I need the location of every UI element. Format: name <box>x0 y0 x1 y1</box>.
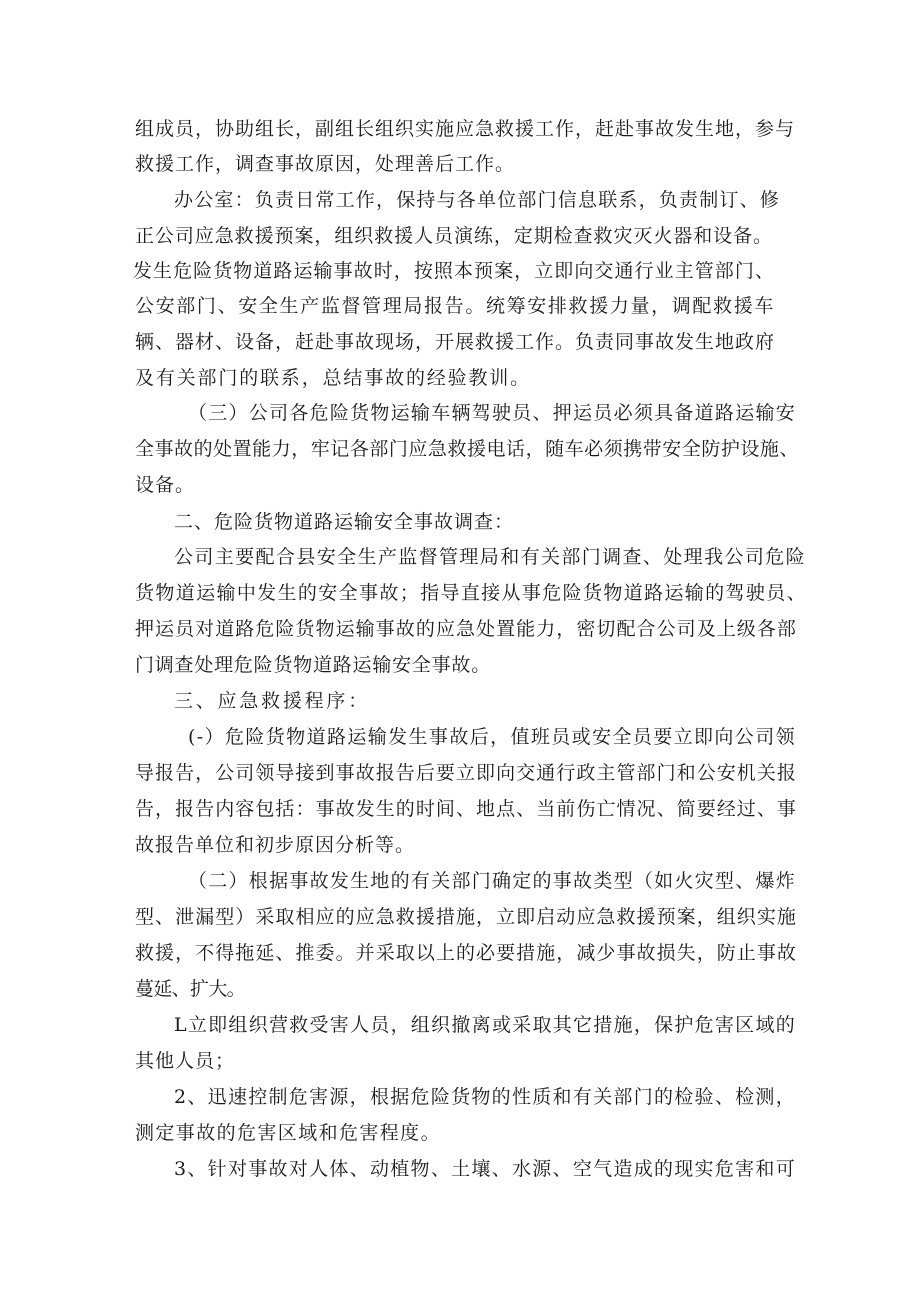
text-line: 其他人员； <box>135 1050 235 1072</box>
text-line: 型、泄漏型）采取相应的应急救援措施，立即启动应急救援预案，组织实施 <box>135 906 797 928</box>
text-line: 全事故的处置能力，牢记各部门应急救援电话，随车必须携带安全防护设施、 <box>135 438 799 460</box>
section-heading: 二、危险货物道路运输安全事故调查： <box>174 511 514 533</box>
text-line: 测定事故的危害区域和危害程度。 <box>135 1122 441 1144</box>
text-line: 公司主要配合县安全生产监督管理局和有关部门调查、处理我公司危险 <box>174 546 806 568</box>
text-line: 告，报告内容包括：事故发生的时间、地点、当前伤亡情况、简要经过、事 <box>135 798 797 820</box>
text-line: (-）危险货物道路运输发生事故后，值班员或安全员要立即向公司领 <box>188 726 796 748</box>
text-line: 及有关部门的联系，总结事故的经验教训。 <box>135 367 531 389</box>
text-line: 蔓延、扩大。 <box>135 978 245 1000</box>
text-line: （三）公司各危险货物运输车辆驾驶员、押运员必须具备道路运输安 <box>188 402 796 424</box>
text-line: （二）根据事故发生地的有关部门确定的事故类型（如火灾型、爆炸 <box>188 870 796 892</box>
text-line: 3、针对事故对人体、动植物、土壤、水源、空气造成的现实危害和可 <box>174 1158 796 1180</box>
text-line: 发生危险货物道路运输事故时，按照本预案，立即向交通行业主管部门、 <box>133 260 775 282</box>
text-line: 门调查处理危险货物道路运输安全事故。 <box>135 654 491 676</box>
text-line: 押运员对道路危险货物运输事故的应急处置能力，密切配合公司及上级各部 <box>135 618 797 640</box>
text-line: 2、迅速控制危害源，根据危险货物的性质和有关部门的检验、检测， <box>174 1086 796 1108</box>
text-line: 组成员，协助组长，副组长组织实施应急救援工作，赶赴事故发生地，参与 <box>135 118 795 140</box>
text-line: 故报告单位和初步原因分析等。 <box>135 834 415 856</box>
text-line: 正公司应急救援预案，组织救援人员演练，定期检查救灾灭火器和设备。 <box>135 225 773 247</box>
text-line: L立即组织营救受害人员，组织撤离或采取其它措施，保护危害区域的 <box>174 1014 796 1036</box>
text-line: 救援工作，调查事故原因，处理善后工作。 <box>135 153 515 175</box>
text-line: 导报告，公司领导接到事故报告后要立即向交通行政主管部门和公安机关报 <box>135 762 797 784</box>
text-line: 设备。 <box>135 474 195 496</box>
text-line: 办公室：负责日常工作，保持与各单位部门信息联系，负责制订、修 <box>174 189 780 211</box>
text-line: 公安部门、安全生产监督管理局报告。统筹安排救援力量，调配救援车 <box>135 295 775 317</box>
text-line: 辆、器材、设备，赶赴事故现场，开展救援工作。负责同事故发生地政府 <box>135 331 775 353</box>
section-heading: 三、应急救援程序： <box>174 690 370 712</box>
text-line: 货物道运输中发生的安全事故；指导直接从事危险货物道路运输的驾驶员、 <box>135 582 807 604</box>
text-line: 救援，不得拖延、推委。并采取以上的必要措施，减少事故损失，防止事故 <box>135 942 797 964</box>
